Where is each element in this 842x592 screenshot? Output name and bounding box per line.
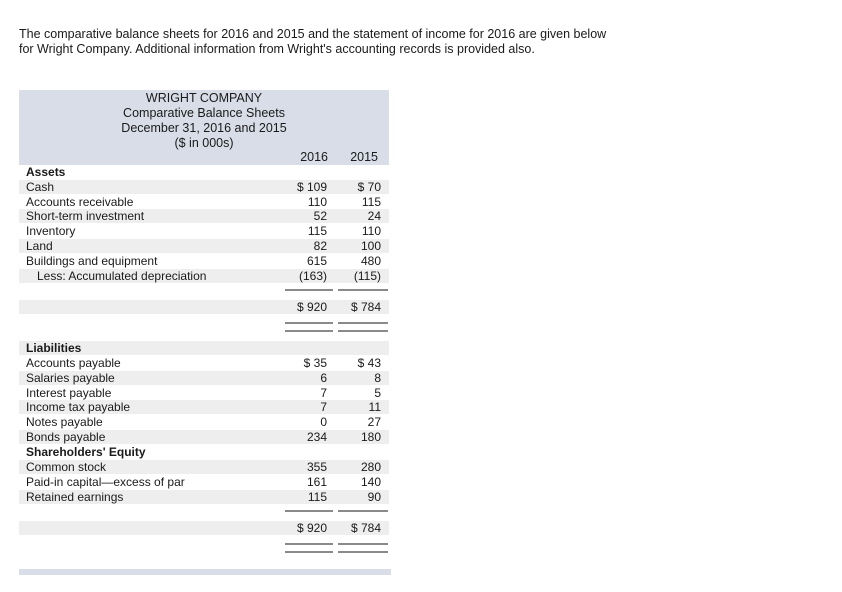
total-liabilities-equity-2015: $ 784 bbox=[350, 521, 381, 535]
value-2016: 115 bbox=[307, 224, 327, 238]
table-row bbox=[19, 371, 389, 385]
total-assets-2015: $ 784 bbox=[350, 300, 381, 314]
value-2016: $ 109 bbox=[296, 180, 327, 194]
double-rule-2016 bbox=[285, 322, 333, 324]
row-label: Notes payable bbox=[26, 415, 103, 429]
value-2015: 24 bbox=[367, 209, 381, 223]
total-liabilities-equity-2016: $ 920 bbox=[296, 521, 327, 535]
value-2016: 0 bbox=[320, 415, 327, 429]
double-rule-2015 bbox=[338, 543, 388, 545]
statement-date: December 31, 2016 and 2015 bbox=[121, 121, 287, 135]
value-2016: 110 bbox=[307, 195, 327, 209]
row-label: Land bbox=[26, 239, 53, 253]
row-label: Bonds payable bbox=[26, 430, 106, 444]
value-2015: 5 bbox=[374, 386, 381, 400]
value-2015: 480 bbox=[360, 254, 381, 268]
value-2016: 115 bbox=[307, 490, 327, 504]
subtotal-rule-2016 bbox=[285, 289, 333, 291]
column-header-2016: 2016 bbox=[300, 150, 328, 164]
subtotal-rule-2015 bbox=[338, 289, 388, 291]
row-label: Inventory bbox=[26, 224, 76, 238]
double-rule-2016 bbox=[285, 330, 333, 332]
intro-line-1: The comparative balance sheets for 2016 and 2015 and the statement of income for 2016 are given below bbox=[19, 27, 607, 41]
liabilities-heading-row bbox=[19, 341, 389, 355]
value-2016: 615 bbox=[306, 254, 327, 268]
row-label: Accounts payable bbox=[26, 356, 121, 370]
table-row bbox=[19, 490, 389, 504]
row-label: Interest payable bbox=[26, 386, 112, 400]
value-2015: 27 bbox=[367, 415, 381, 429]
table-row bbox=[19, 356, 389, 370]
table-row bbox=[19, 195, 389, 209]
value-2015: (115) bbox=[353, 269, 381, 283]
table-row bbox=[19, 386, 389, 400]
row-label: Paid-in capital—excess of par bbox=[26, 475, 185, 489]
assets-heading-row bbox=[19, 165, 389, 179]
table-row bbox=[19, 254, 389, 268]
row-label: Retained earnings bbox=[26, 490, 124, 504]
table-row bbox=[19, 269, 389, 283]
value-2016: 355 bbox=[306, 460, 327, 474]
equity-heading-row bbox=[19, 445, 389, 459]
statement-title: Comparative Balance Sheets bbox=[123, 106, 285, 120]
intro-line-2: for Wright Company. Additional information from Wright's accounting records is provided also. bbox=[19, 42, 535, 56]
table-row bbox=[19, 239, 389, 253]
double-rule-2015 bbox=[338, 322, 388, 324]
double-rule-2015 bbox=[338, 330, 388, 332]
value-2015: $ 43 bbox=[357, 356, 381, 370]
value-2015: 110 bbox=[361, 224, 381, 238]
table-footer-bar bbox=[19, 569, 391, 575]
value-2015: 180 bbox=[360, 430, 381, 444]
row-label: Income tax payable bbox=[26, 400, 131, 414]
statement-units: ($ in 000s) bbox=[174, 136, 234, 150]
value-2016: 82 bbox=[313, 239, 327, 253]
row-label: Short-term investment bbox=[26, 209, 145, 223]
value-2015: 11 bbox=[368, 400, 381, 414]
subtotal-rule-2016 bbox=[285, 510, 333, 512]
company-name: WRIGHT COMPANY bbox=[145, 91, 263, 105]
value-2015: 115 bbox=[361, 195, 381, 209]
value-2016: 6 bbox=[320, 371, 327, 385]
row-label: Buildings and equipment bbox=[26, 254, 158, 268]
liabilities-heading: Liabilities bbox=[26, 341, 82, 355]
value-2016: $ 35 bbox=[303, 356, 327, 370]
table-row bbox=[19, 180, 389, 194]
double-rule-2016 bbox=[285, 551, 333, 553]
column-header-2015: 2015 bbox=[350, 150, 378, 164]
assets-total-row bbox=[19, 300, 389, 314]
table-row bbox=[19, 415, 389, 429]
row-label: Accounts receivable bbox=[26, 195, 134, 209]
statement-header bbox=[19, 90, 389, 165]
total-assets-2016: $ 920 bbox=[296, 300, 327, 314]
table-row bbox=[19, 224, 389, 238]
value-2016: 7 bbox=[320, 400, 327, 414]
value-2015: 100 bbox=[360, 239, 381, 253]
equity-heading: Shareholders' Equity bbox=[26, 445, 146, 459]
table-row bbox=[19, 209, 389, 223]
value-2015: $ 70 bbox=[357, 180, 381, 194]
value-2015: 140 bbox=[360, 475, 381, 489]
row-label: Salaries payable bbox=[26, 371, 115, 385]
value-2016: 161 bbox=[306, 475, 327, 489]
liabilities-equity-total-row bbox=[19, 521, 389, 535]
double-rule-2016 bbox=[285, 543, 333, 545]
assets-heading: Assets bbox=[26, 165, 66, 179]
table-row bbox=[19, 460, 389, 474]
row-label: Less: Accumulated depreciation bbox=[37, 269, 207, 283]
value-2016: 234 bbox=[306, 430, 327, 444]
value-2016: (163) bbox=[298, 269, 327, 283]
table-row bbox=[19, 430, 389, 444]
double-rule-2015 bbox=[338, 551, 388, 553]
row-label: Common stock bbox=[26, 460, 107, 474]
value-2016: 52 bbox=[313, 209, 327, 223]
table-row bbox=[19, 475, 389, 489]
value-2016: 7 bbox=[320, 386, 327, 400]
intro-paragraph bbox=[19, 27, 659, 57]
value-2015: 90 bbox=[367, 490, 381, 504]
subtotal-rule-2015 bbox=[338, 510, 388, 512]
value-2015: 8 bbox=[374, 371, 381, 385]
value-2015: 280 bbox=[360, 460, 381, 474]
table-row bbox=[19, 400, 389, 414]
row-label: Cash bbox=[26, 180, 55, 194]
